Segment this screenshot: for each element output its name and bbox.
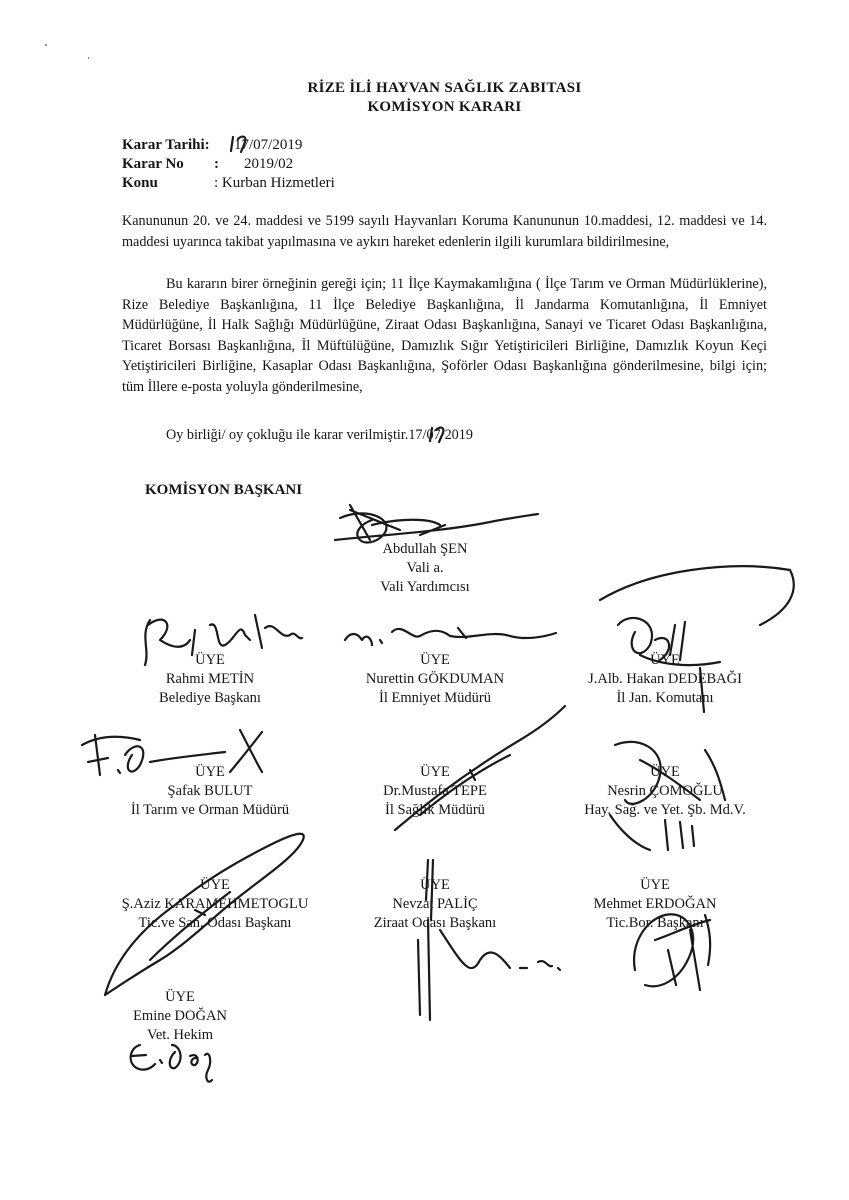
- member-title: Belediye Başkanı: [159, 690, 261, 706]
- decision-date-label: Karar Tarihi:: [122, 137, 210, 153]
- member-signature-block: [335, 876, 535, 933]
- member-name: Emine DOĞAN: [133, 1008, 227, 1024]
- chair-signature-block: [330, 540, 520, 597]
- decision-number-value: 2019/02: [244, 156, 294, 172]
- member-title: İl Tarım ve Orman Müdürü: [130, 802, 290, 818]
- document-title: RİZE İLİ HAYVAN SAĞLIK ZABITASI: [307, 80, 582, 96]
- chair-line3: Vali Yardımcısı: [380, 579, 470, 595]
- member-signature-block: [80, 988, 280, 1045]
- member-signature: [131, 1045, 212, 1082]
- member-title: İl Sağlık Müdürü: [385, 802, 485, 818]
- member-signature-block: [570, 651, 760, 708]
- member-title: Ziraat Odası Başkanı: [373, 915, 497, 931]
- decision-number-separator: :: [214, 156, 219, 172]
- chair-name: Abdullah ŞEN: [382, 541, 468, 557]
- member-name: Mehmet ERDOĞAN: [593, 896, 717, 912]
- member-role: ÜYE: [420, 764, 450, 780]
- chair-line2: Vali a.: [406, 560, 444, 576]
- member-signature-block: [555, 876, 755, 933]
- scan-speck: [45, 44, 47, 46]
- decision-date-value: 17/07/2019: [234, 137, 303, 153]
- member-signature-block: [335, 763, 535, 820]
- member-role: ÜYE: [195, 764, 225, 780]
- member-name: J.Alb. Hakan DEDEBAĞI: [588, 671, 742, 687]
- member-name: Nesrin ÇOMOĞLU: [607, 783, 723, 799]
- member-role: ÜYE: [650, 764, 680, 780]
- chair-signature: [335, 505, 538, 543]
- member-name: Ş.Aziz KARAMEHMETOGLU: [121, 896, 309, 912]
- member-title: Tic.ve San. Odası Başkanı: [138, 915, 292, 931]
- member-name: Nevzat PALİÇ: [392, 896, 478, 912]
- member-role: ÜYE: [650, 652, 680, 668]
- member-signature: [345, 628, 556, 645]
- member-signature-block: [100, 876, 330, 933]
- member-signature-block: [560, 763, 770, 820]
- subject-value: : Kurban Hizmetleri: [214, 175, 335, 191]
- member-title: Hay. Sağ. ve Yet. Şb. Md.V.: [584, 802, 746, 818]
- paragraph-distribution: Bu kararın birer örneğinin gereği için; 11 İlçe Kaymakamlığına ( İlçe Tarım ve Orman Müdürlüklerine), Rize Belediye Başkanlığına, 11 İlçe Belediye Başkanlığına, İl Jandarma Komutanlığına, İl Emniyet Müdürlüğüne, İl Halk Sağlığı Müdürlüğüne, Ziraat Odası Başkanlığına, Sanayi ve Ticaret Odası Başkanlığına, Ticaret Borsası Başkanlığına, İl Müftülüğüne, Damızlık Sığır Yetiştiricileri Birliğine, Damızlık Koyun Keçi Yetiştiricileri Birliğine, Kasaplar Odası Başkanlığına, Şoförler Odası Başkanlığına gönderilmesine, bilgi için; tüm İllere e-posta yoluyla gönderilmesine,: [122, 276, 767, 395]
- member-role: ÜYE: [420, 877, 450, 893]
- document-subtitle: KOMİSYON KARARI: [367, 99, 522, 115]
- member-role: ÜYE: [640, 877, 670, 893]
- member-name: Şafak BULUT: [167, 783, 253, 799]
- member-title: İl Jan. Komutanı: [616, 690, 714, 706]
- member-role: ÜYE: [200, 877, 230, 893]
- paragraph-legal-basis: Kanununun 20. ve 24. maddesi ve 5199 sayılı Hayvanları Koruma Kanununun 10.maddesi, 12. maddesi ve 14. maddesi uyarınca takibat yapılmasına ve aykırı hareket edenlerin ilgili kurumlara bildirilmesine,: [122, 213, 767, 250]
- member-signature-block: [110, 651, 310, 708]
- member-signature-block: [335, 651, 535, 708]
- member-title: Vet. Hekim: [146, 1027, 214, 1043]
- member-role: ÜYE: [420, 652, 450, 668]
- subject-label: Konu: [122, 175, 158, 191]
- commission-chair-heading: KOMİSYON BAŞKANI: [145, 482, 303, 498]
- paragraph-vote: Oy birliği/ oy çokluğu ile karar verilmiştir.17/07/2019: [166, 427, 473, 443]
- member-title: İl Emniyet Müdürü: [379, 690, 491, 706]
- member-name: Nurettin GÖKDUMAN: [365, 671, 505, 687]
- member-title: Tic.Bor. Başkanı: [606, 915, 704, 931]
- decision-number-label: Karar No: [122, 156, 184, 172]
- member-role: ÜYE: [165, 989, 195, 1005]
- scan-speck: [88, 57, 89, 59]
- member-name: Rahmi METİN: [165, 671, 255, 687]
- member-name: Dr.Mustafa TEPE: [383, 783, 487, 799]
- member-role: ÜYE: [195, 652, 225, 668]
- member-signature-block: [105, 763, 315, 820]
